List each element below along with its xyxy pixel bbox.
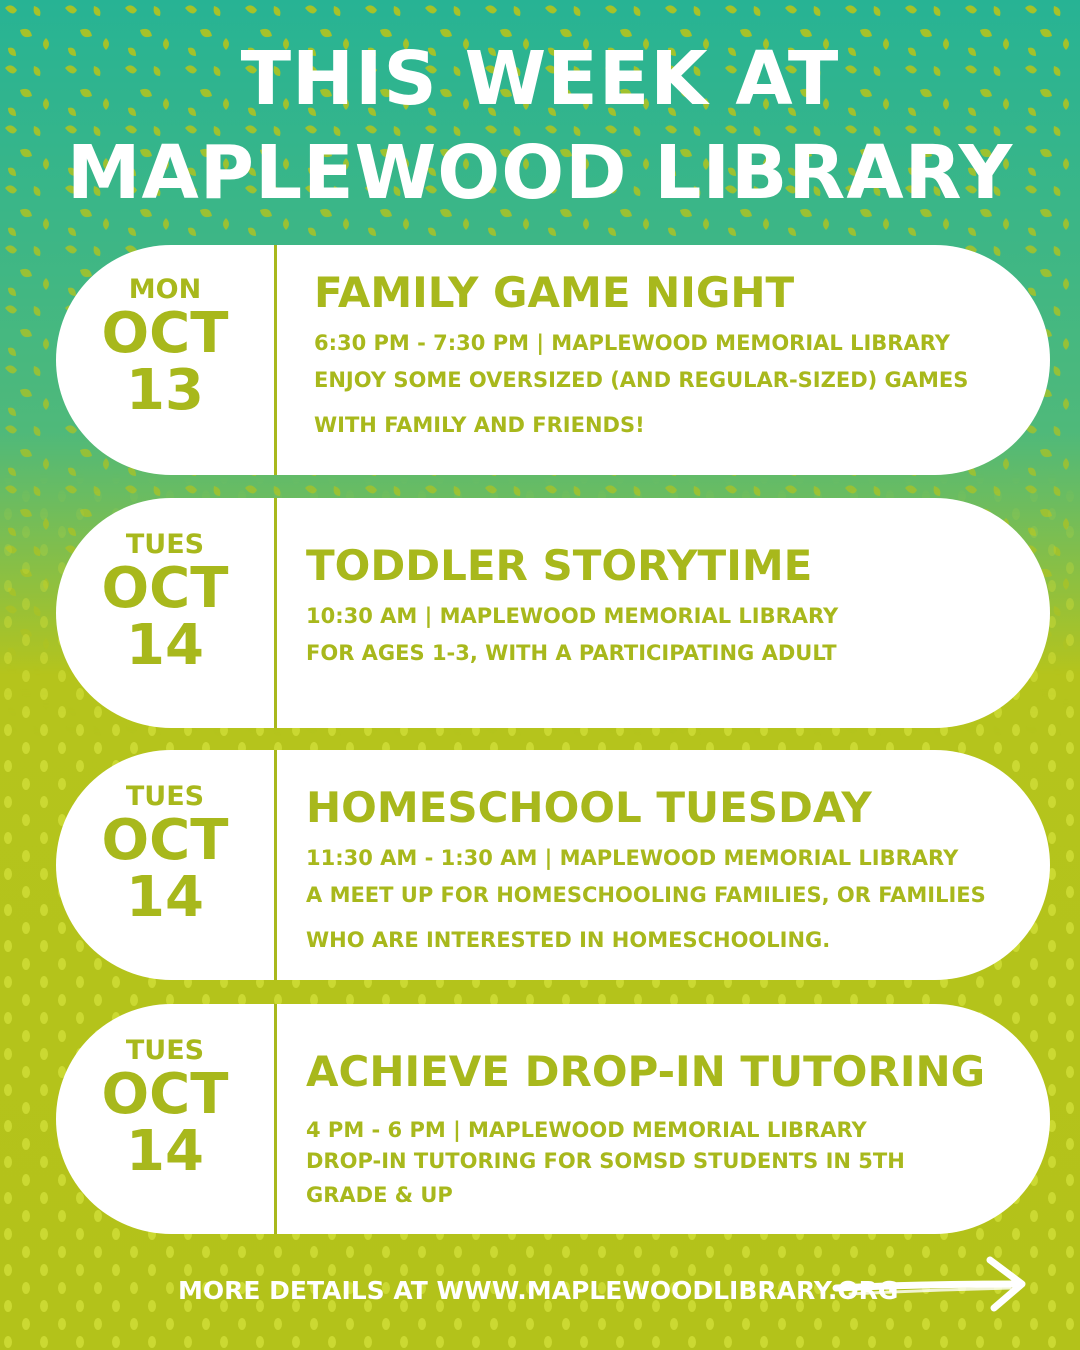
event-month: OCT	[101, 807, 229, 873]
event-time-location: 6:30 PM - 7:30 PM | MAPLEWOOD MEMORIAL LIBRARY	[314, 331, 950, 356]
event-date-number: 14	[126, 864, 204, 930]
event-month: OCT	[101, 300, 229, 366]
card-divider	[274, 750, 277, 980]
event-description: ENJOY SOME OVERSIZED (AND REGULAR-SIZED) GAMES WITH FAMILY AND FRIENDS!	[314, 368, 969, 437]
event-card-family-game-night[interactable]	[56, 245, 1050, 475]
event-info	[314, 269, 990, 447]
event-title: FAMILY GAME NIGHT	[314, 268, 795, 317]
event-date	[56, 781, 274, 930]
event-date	[56, 1035, 274, 1184]
event-month: OCT	[101, 555, 229, 621]
event-description: A MEET UP FOR HOMESCHOOLING FAMILIES, OR FAMILIES WHO ARE INTERESTED IN HOMESCHOOLING.	[306, 883, 986, 952]
event-info	[306, 542, 990, 676]
card-divider	[274, 245, 277, 475]
event-day: TUES	[125, 529, 205, 560]
event-card-toddler-storytime[interactable]	[56, 498, 1050, 728]
event-date-number: 13	[126, 357, 204, 423]
event-month: OCT	[101, 1061, 229, 1127]
event-date-number: 14	[126, 1118, 204, 1184]
event-info	[306, 1048, 990, 1213]
event-description: FOR AGES 1-3, WITH A PARTICIPATING ADULT	[306, 641, 837, 666]
event-time-location: 10:30 AM | MAPLEWOOD MEMORIAL LIBRARY	[306, 604, 839, 629]
event-card-homeschool-tuesday[interactable]	[56, 750, 1050, 980]
event-description: DROP-IN TUTORING FOR SOMSD STUDENTS IN 5TH GRADE & UP	[306, 1149, 905, 1208]
arrow-right-icon	[830, 1254, 1030, 1314]
event-day: TUES	[125, 781, 205, 812]
event-date-number: 14	[126, 612, 204, 678]
event-time-location: 11:30 AM - 1:30 AM | MAPLEWOOD MEMORIAL LIBRARY	[306, 846, 959, 871]
event-time-location: 4 PM - 6 PM | MAPLEWOOD MEMORIAL LIBRARY	[306, 1118, 867, 1143]
event-title: HOMESCHOOL TUESDAY	[306, 783, 872, 832]
event-title: TODDLER STORYTIME	[306, 541, 813, 590]
footer-website-link[interactable]: MORE DETAILS AT WWW.MAPLEWOODLIBRARY.ORG	[178, 1276, 899, 1305]
event-date	[56, 529, 274, 678]
page-title-line-1: THIS WEEK AT	[240, 36, 840, 122]
event-day: MON	[128, 274, 202, 305]
card-divider	[274, 498, 277, 728]
card-divider	[274, 1004, 277, 1234]
event-info	[306, 784, 990, 962]
page-title-line-2: MAPLEWOOD LIBRARY	[66, 130, 1014, 216]
event-date	[56, 274, 274, 423]
event-day: TUES	[125, 1035, 205, 1066]
event-title: ACHIEVE DROP-IN TUTORING	[306, 1047, 986, 1096]
event-card-achieve-tutoring[interactable]	[56, 1004, 1050, 1234]
